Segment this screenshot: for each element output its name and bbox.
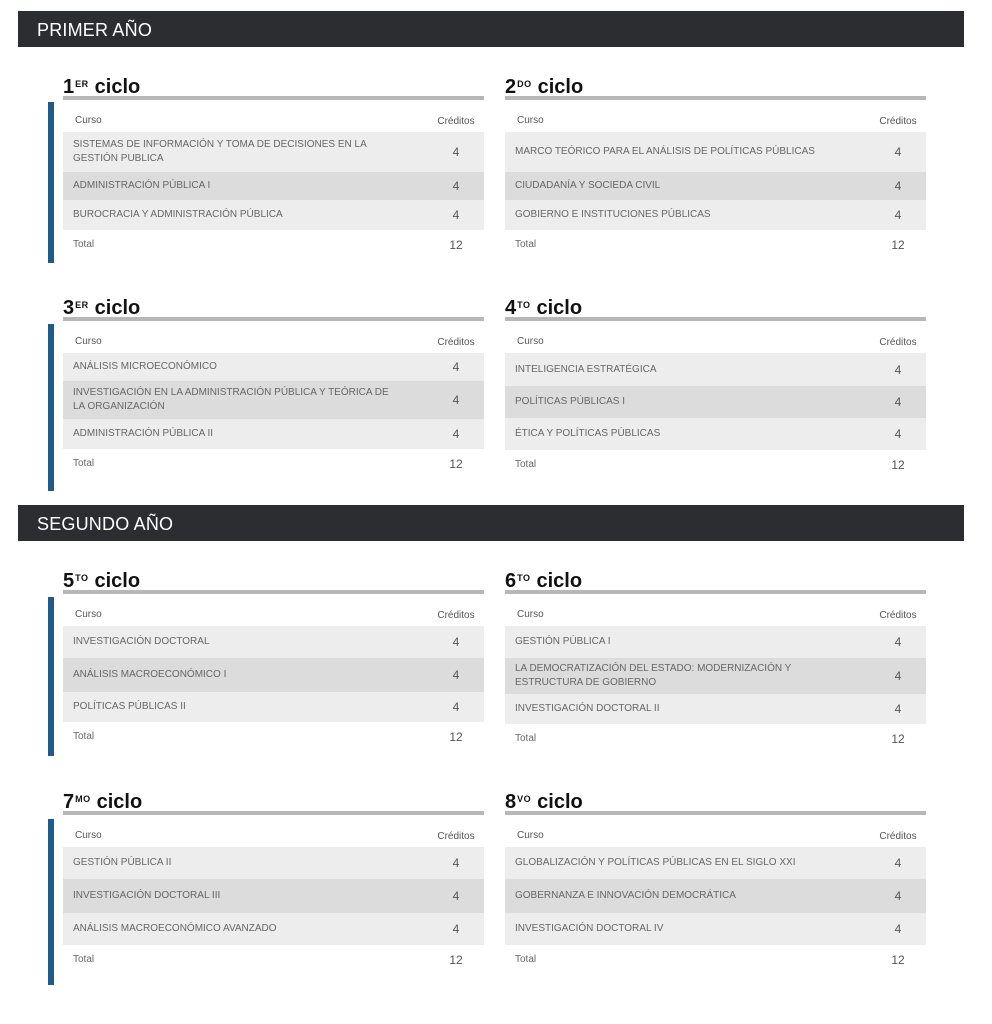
total-row — [63, 449, 484, 479]
course-credits: 4 — [894, 856, 902, 870]
total-row — [505, 450, 926, 480]
course-row — [63, 132, 484, 172]
header-credits: Créditos — [879, 115, 917, 127]
course-credits: 4 — [894, 179, 902, 193]
cycle-title — [505, 293, 926, 317]
cycle-word: ciclo — [94, 570, 141, 592]
cycle-title — [63, 293, 484, 317]
table-header-row — [505, 331, 926, 353]
course-name: MARCO TEÓRICO PARA EL ANÁLISIS DE POLÍTICAS PÚBLICAS — [515, 146, 815, 157]
course-name: POLÍTICAS PÚBLICAS I — [515, 396, 626, 407]
course-credits: 4 — [894, 669, 902, 683]
total-label: Total — [73, 458, 95, 469]
course-credits: 4 — [894, 145, 902, 159]
course-name: INTELIGENCIA ESTRATÉGICA — [515, 363, 657, 375]
total-credits: 12 — [891, 732, 905, 746]
table-header-row — [505, 825, 926, 847]
course-row — [63, 381, 484, 419]
cycle-number: 4 — [505, 297, 517, 319]
course-credits: 4 — [452, 360, 460, 374]
course-name: ADMINISTRACIÓN PÚBLICA II — [73, 428, 214, 439]
header-credits: Créditos — [879, 830, 917, 842]
course-credits: 4 — [894, 702, 902, 716]
cycle-title — [63, 72, 484, 96]
cycle-number-suffix: ER — [75, 300, 89, 310]
header-credits: Créditos — [437, 336, 475, 348]
total-label: Total — [73, 239, 95, 250]
courses-table — [505, 825, 926, 975]
total-credits: 12 — [891, 953, 905, 967]
table-header-row — [63, 825, 484, 847]
course-name: POLÍTICAS PÚBLICAS II — [73, 701, 186, 712]
cycle-section — [505, 787, 926, 975]
course-name: INVESTIGACIÓN DOCTORAL III — [73, 890, 221, 901]
course-credits: 4 — [452, 889, 460, 903]
course-credits: 4 — [894, 922, 902, 936]
total-credits: 12 — [449, 238, 463, 252]
course-rows — [63, 626, 484, 722]
table-header-row — [505, 110, 926, 132]
cycle-word: ciclo — [96, 791, 143, 813]
total-row — [63, 945, 484, 975]
cycle-word: ciclo — [537, 791, 583, 813]
year-banner-segundo — [18, 505, 964, 541]
cycle-number: 2 — [505, 76, 517, 98]
cycle-number: 3 — [63, 297, 75, 319]
course-row — [505, 847, 926, 879]
cycle-number: 1 — [63, 76, 75, 98]
course-credits: 4 — [452, 668, 460, 682]
cycle-word: ciclo — [94, 297, 141, 319]
total-label: Total — [515, 733, 537, 744]
course-rows — [505, 847, 926, 945]
cycle-section — [63, 566, 484, 752]
course-credits: 4 — [452, 393, 460, 407]
courses-table — [63, 331, 484, 479]
total-row — [505, 724, 926, 754]
course-row — [63, 847, 484, 879]
cycle-section — [63, 72, 484, 260]
course-row — [63, 200, 484, 230]
cycle-number: 5 — [63, 570, 75, 592]
header-credits: Créditos — [437, 830, 475, 842]
header-course: Curso — [75, 609, 102, 620]
courses-table — [505, 604, 926, 754]
header-credits: Créditos — [437, 609, 475, 621]
header-credits: Créditos — [879, 609, 917, 621]
course-name: CIUDADANÍA Y SOCIEDA CIVIL — [515, 180, 661, 191]
course-row — [63, 913, 484, 945]
course-row — [63, 172, 484, 200]
course-name: BUROCRACIA Y ADMINISTRACIÓN PÚBLICA — [73, 209, 283, 220]
course-credits: 4 — [452, 427, 460, 441]
cycle-number-suffix: TO — [75, 573, 89, 583]
course-row — [505, 172, 926, 200]
cycle-title — [63, 566, 484, 590]
course-row — [63, 692, 484, 722]
course-name: ADMINISTRACIÓN PÚBLICA I — [73, 180, 211, 191]
course-name: ANÁLISIS MACROECONÓMICO I — [73, 669, 227, 680]
course-rows — [63, 847, 484, 945]
header-credits: Créditos — [879, 336, 917, 348]
course-rows — [505, 132, 926, 230]
table-header-row — [63, 331, 484, 353]
course-credits: 4 — [894, 635, 902, 649]
cycle-number-suffix: TO — [517, 300, 531, 310]
course-row — [505, 694, 926, 724]
course-name: ANÁLISIS MACROECONÓMICO AVANZADO — [73, 923, 277, 934]
cycle-word: ciclo — [94, 76, 141, 98]
course-credits: 4 — [894, 208, 902, 222]
cycle-title — [505, 787, 926, 811]
course-credits: 4 — [894, 427, 902, 441]
total-credits: 12 — [449, 953, 463, 967]
year-title: PRIMER AÑO — [37, 20, 153, 40]
courses-table — [63, 604, 484, 752]
course-row — [63, 626, 484, 658]
cycle-title — [63, 787, 484, 811]
cycle-word: ciclo — [536, 570, 583, 592]
cycle-word: ciclo — [536, 297, 583, 319]
course-credits: 4 — [452, 856, 460, 870]
cycle-number-suffix: ER — [75, 79, 89, 89]
cycle-number-suffix: TO — [517, 573, 531, 583]
course-credits: 4 — [894, 395, 902, 409]
course-rows — [63, 353, 484, 449]
total-label: Total — [515, 459, 537, 470]
table-header-row — [63, 604, 484, 626]
total-credits: 12 — [891, 238, 905, 252]
cycle-accent-bar — [48, 102, 54, 263]
cycle-section — [63, 787, 484, 975]
course-row — [63, 353, 484, 381]
total-row — [505, 945, 926, 975]
course-row — [505, 626, 926, 658]
course-row — [63, 419, 484, 449]
total-label: Total — [73, 731, 95, 742]
courses-table — [63, 825, 484, 975]
course-row — [63, 879, 484, 913]
course-row — [505, 913, 926, 945]
cycle-accent-bar — [48, 597, 54, 756]
course-row — [63, 658, 484, 692]
course-name: INVESTIGACIÓN DOCTORAL II — [515, 703, 660, 714]
table-header-row — [63, 110, 484, 132]
cycle-number-suffix: DO — [517, 79, 532, 89]
course-credits: 4 — [452, 922, 460, 936]
year-title: SEGUNDO AÑO — [37, 514, 174, 534]
cycle-section — [63, 293, 484, 479]
course-credits: 4 — [452, 635, 460, 649]
cycle-number-suffix: MO — [75, 794, 91, 804]
total-credits: 12 — [891, 458, 905, 472]
course-name: ANÁLISIS MICROECONÓMICO — [73, 361, 217, 372]
cycle-section — [505, 566, 926, 754]
course-name: ÉTICA Y POLÍTICAS PÚBLICAS — [515, 428, 661, 439]
courses-table — [505, 110, 926, 260]
header-course: Curso — [517, 336, 544, 347]
course-name: SISTEMAS DE INFORMACIÓN Y TOMA DE DECISIONES EN LA GESTIÓN PUBLICA — [73, 139, 367, 164]
course-credits: 4 — [452, 700, 460, 714]
cycle-number: 8 — [505, 791, 517, 813]
course-row — [505, 200, 926, 230]
header-course: Curso — [517, 609, 544, 620]
course-row — [505, 418, 926, 450]
cycle-accent-bar — [48, 819, 54, 985]
year-banner-primer — [18, 11, 964, 47]
total-credits: 12 — [449, 730, 463, 744]
header-course: Curso — [75, 830, 102, 841]
header-course: Curso — [75, 115, 102, 126]
header-credits: Créditos — [437, 115, 475, 127]
course-row — [505, 658, 926, 694]
header-course: Curso — [517, 830, 544, 841]
header-course: Curso — [517, 115, 544, 126]
total-row — [63, 230, 484, 260]
total-label: Total — [515, 954, 537, 965]
total-credits: 12 — [449, 457, 463, 471]
total-row — [63, 722, 484, 752]
course-credits: 4 — [452, 208, 460, 222]
course-name: GOBERNANZA E INNOVACIÓN DEMOCRÁTICA — [515, 890, 736, 901]
course-credits: 4 — [452, 179, 460, 193]
course-rows — [505, 353, 926, 450]
cycle-section — [505, 72, 926, 260]
total-row — [505, 230, 926, 260]
course-row — [505, 879, 926, 913]
cycle-word: ciclo — [537, 76, 584, 98]
course-rows — [505, 626, 926, 724]
course-credits: 4 — [452, 145, 460, 159]
course-row — [505, 386, 926, 418]
cycle-title — [505, 566, 926, 590]
cycle-number-suffix: VO — [517, 794, 532, 804]
total-label: Total — [515, 239, 537, 250]
course-credits: 4 — [894, 362, 902, 377]
course-name: INVESTIGACIÓN DOCTORAL — [73, 636, 210, 647]
total-label: Total — [73, 954, 95, 965]
cycle-accent-bar — [48, 324, 54, 491]
courses-table — [505, 331, 926, 480]
cycle-number: 6 — [505, 570, 517, 592]
courses-table — [63, 110, 484, 260]
course-name: LA DEMOCRATIZACIÓN DEL ESTADO: MODERNIZACIÓN Y ESTRUCTURA DE GOBIERNO — [515, 663, 792, 688]
course-rows — [63, 132, 484, 230]
course-row — [505, 353, 926, 386]
cycle-title — [505, 72, 926, 96]
course-name: GLOBALIZACIÓN Y POLÍTICAS PÚBLICAS EN EL SIGLO XXI — [515, 857, 796, 868]
course-name: GOBIERNO E INSTITUCIONES PÚBLICAS — [515, 209, 711, 220]
header-course: Curso — [75, 336, 102, 347]
course-row — [505, 132, 926, 172]
cycle-section — [505, 293, 926, 480]
course-name: GESTIÓN PÚBLICA I — [515, 636, 611, 647]
course-name: INVESTIGACIÓN DOCTORAL IV — [515, 923, 664, 934]
course-credits: 4 — [894, 889, 902, 903]
cycle-number: 7 — [63, 791, 75, 813]
course-name: GESTIÓN PÚBLICA II — [73, 857, 172, 868]
table-header-row — [505, 604, 926, 626]
course-name: INVESTIGACIÓN EN LA ADMINISTRACIÓN PÚBLICA Y TEÓRICA DE LA ORGANIZACIÓN — [73, 387, 389, 412]
